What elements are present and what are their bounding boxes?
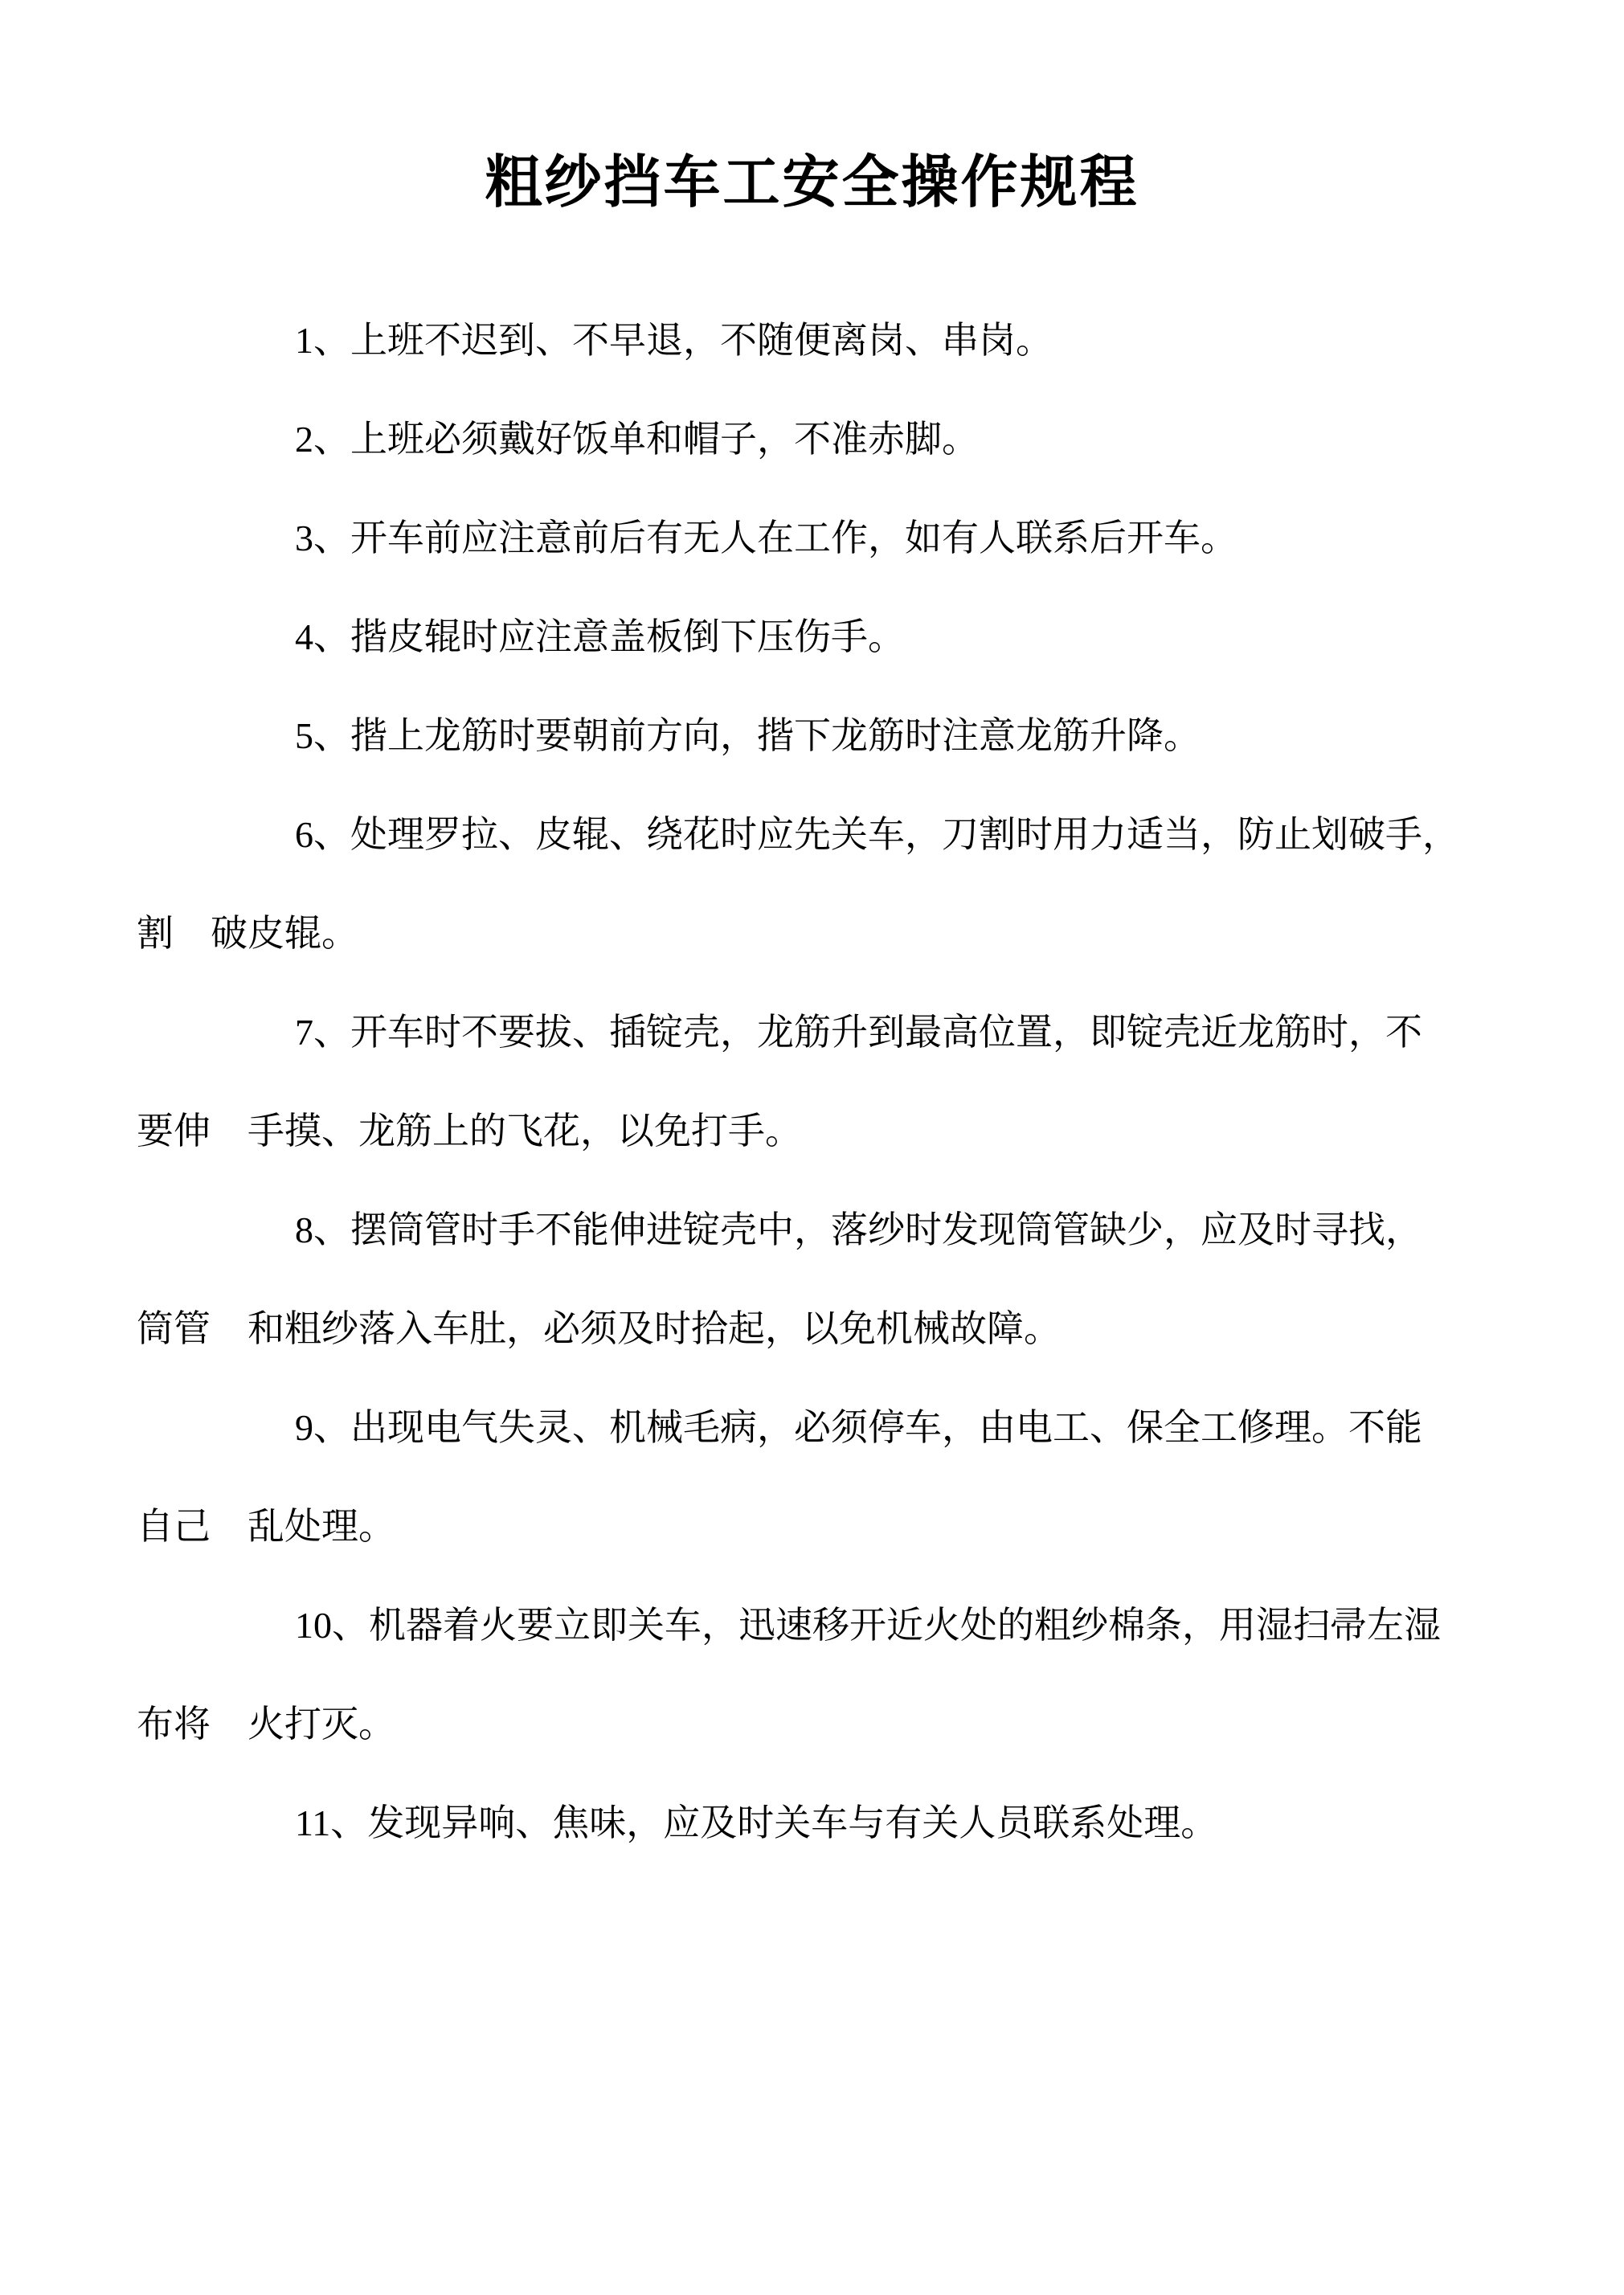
rules-list xyxy=(0,291,1624,1872)
rule-3-line: 3、开车前应注意前后有无人在工作，如有人联系后开车。 xyxy=(295,518,1237,558)
rule-4-line: 4、揩皮辊时应注意盖板倒下压伤手。 xyxy=(295,616,905,657)
rule-8-line: 8、摆筒管时手不能伸进锭壳中，落纱时发现筒管缺少，应及时寻找， xyxy=(295,1209,1422,1250)
rule-5-line: 5、揩上龙筋时要朝前方向，揩下龙筋时注意龙筋升降。 xyxy=(295,715,1201,756)
page-title: 粗纱挡车工安全操作规程 xyxy=(485,152,1139,215)
rule-9-line-cont: 自己 乱处理。 xyxy=(137,1506,395,1547)
rule-9-line: 9、出现电气失灵、机械毛病，必须停车，由电工、保全工修理。不能 xyxy=(295,1407,1422,1448)
rule-8-line-cont: 筒管 和粗纱落入车肚，必须及时拾起，以免机械故障。 xyxy=(137,1308,1061,1349)
rule-10-line-cont: 布将 火打灭。 xyxy=(137,1704,395,1745)
rule-1-line: 1、上班不迟到、不早退，不随便离岗、串岗。 xyxy=(295,320,1053,361)
rule-2-line: 2、上班必须戴好饭单和帽子，不准赤脚。 xyxy=(295,419,979,460)
rule-6-line: 6、处理罗拉、皮辊、绕花时应先关车，刀割时用力适当，防止划破手， xyxy=(295,814,1459,855)
rule-10-line: 10、机器着火要立即关车，迅速移开近火处的粗纱棉条，用湿扫帚左湿 xyxy=(295,1605,1441,1646)
rule-7-line-cont: 要伸 手摸、龙筋上的飞花，以免打手。 xyxy=(137,1111,802,1152)
rule-7-line: 7、开车时不要拔、插锭壳，龙筋升到最高位置，即锭壳近龙筋时，不 xyxy=(295,1012,1422,1053)
rule-6-line-cont: 割 破皮辊。 xyxy=(137,913,358,954)
rule-11-line: 11、发现异响、焦味，应及时关车与有关人员联系处理。 xyxy=(295,1802,1218,1843)
